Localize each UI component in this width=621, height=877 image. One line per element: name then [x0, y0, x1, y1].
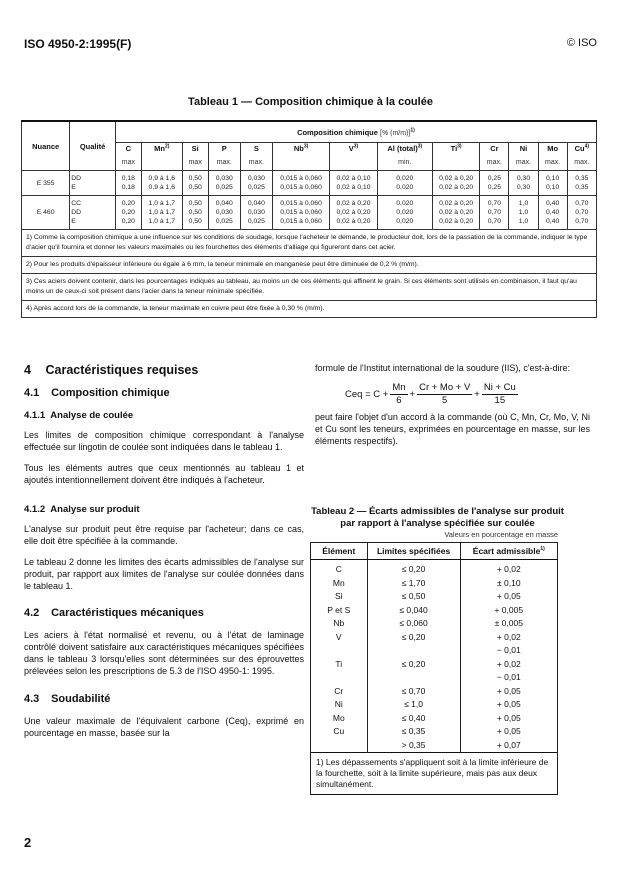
cell-deviation: + 0,02 − 0,01 [460, 658, 557, 685]
cell-deviation: + 0,05 [460, 685, 557, 699]
col-header-v: $V^{3)}$ [330, 143, 377, 155]
col-header-cr: Cr [480, 143, 509, 155]
cell-c: 0,20 0,20 0,20 [115, 196, 141, 230]
cell-element: Ti [311, 658, 368, 685]
col-unit-cr: max. [480, 154, 509, 171]
table-row [311, 725, 558, 753]
document-id: ISO 4950-2:1995(F) [24, 37, 132, 51]
cell-deviation: + 0,005 [460, 604, 557, 618]
cell-si: 0,50 0,50 0,50 [182, 196, 208, 230]
cell-element: Cr [311, 685, 368, 699]
cell-limit: ≤ 1,70 [367, 577, 460, 591]
col-unit-cu: max. [567, 154, 596, 171]
paragraph: Une valeur maximale de l'équivalent carbone (Ceq), exprimé en pourcentage en masse, basée sur la [24, 716, 304, 738]
section-4-3-heading: 4.3 Soudabilité [24, 693, 111, 705]
cell-limit: ≤ 0,35 > 0,35 [367, 725, 460, 753]
cell-limit: ≤ 0,50 [367, 590, 460, 604]
cell-deviation: + 0,05 + 0,07 [460, 725, 557, 753]
col-header-element: Élément [311, 543, 368, 560]
table1-footnote: 1) Comme la composition chimique a une influence sur les conditions de soudage, lorsque l'acheteur le demande, le producteur doit, lors de la passation de la commande, indiquer le type d'acier qu'il fournira et donner les valeurs maximales ou les fourchettes des éléments d'alliage qui figureront dans cet acier. [22, 230, 597, 257]
cell-element: V [311, 631, 368, 658]
cell-p: 0,040 0,030 0,025 [208, 196, 240, 230]
cell-limit: ≤ 0,060 [367, 617, 460, 631]
table-row [311, 698, 558, 712]
paragraph: Le tableau 2 donne les limites des écarts admissibles de l'analyse sur produit, par rapport aux limites de l'analyse sur coulée données dans le tableau 1. [24, 557, 304, 591]
cell-limit: ≤ 0,20 [367, 658, 460, 685]
cell-limit: ≤ 1,0 [367, 698, 460, 712]
cell-s: 0,040 0,030 0,025 [240, 196, 272, 230]
cell-deviation: + 0,05 [460, 698, 557, 712]
cell-qualite: DD E [70, 171, 116, 196]
cell-limit: ≤ 0,40 [367, 712, 460, 726]
cell-mo: 0,10 0,10 [538, 171, 567, 196]
table1-chemical-composition [21, 120, 597, 318]
table2-permissible-deviations [310, 542, 558, 795]
table1-footnote: 3) Ces aciers doivent contenir, dans les pourcentages indiqués au tableau, au moins un de ces éléments qui affinent le grain. Si ces éléments sont utilisés en combinaison, il faut qu'au moins un de ceux-ci soit présent dans l'acier dans la teneur minimale spécifiée. [22, 274, 597, 301]
cell-ti: 0,02 à 0,20 0,02 à 0,20 0,02 à 0,20 [432, 196, 479, 230]
table-row [311, 604, 558, 618]
col-header-c: C [115, 143, 141, 155]
table-row [311, 617, 558, 631]
table1-footnote: 4) Après accord lors de la commande, la teneur maximale en cuivre peut être fixée à 0,30 % (m/m). [22, 301, 597, 318]
cell-c: 0,18 0,18 [115, 171, 141, 196]
cell-cu: 0,35 0,35 [567, 171, 596, 196]
cell-deviation: + 0,02 [460, 560, 557, 577]
section-4-heading: 4 Caractéristiques requises [24, 363, 199, 377]
cell-nb: 0,015 à 0,060 0,015 à 0,060 [272, 171, 329, 196]
col-unit-al: min. [377, 154, 432, 171]
cell-deviation: ± 0,10 [460, 577, 557, 591]
table-row [22, 171, 597, 196]
table-row [311, 685, 558, 699]
table-row [311, 577, 558, 591]
cell-deviation: + 0,05 [460, 590, 557, 604]
cell-nuance: E 460 [22, 196, 70, 230]
col-header-ni: Ni [509, 143, 538, 155]
cell-nb: 0,015 à 0,060 0,015 à 0,060 0,015 à 0,060 [272, 196, 329, 230]
table2-footnote: 1) Les dépassements s'appliquent soit à la limite inférieure de la fourchette, soit à la limite supérieure, mais pas aux deux simultanément. [311, 753, 558, 795]
col-header-p: P [208, 143, 240, 155]
table1-footnote: 2) Pour les produits d'épaisseur inférieure ou égale à 6 mm, la teneur minimale en manganèse peut être diminuée de 0,2 % (m/m). [22, 257, 597, 274]
paragraph: Les aciers à l'état normalisé et revenu, ou à l'état de laminage contrôlé doivent satisfaire aux caractéristiques mécaniques spécifiées dans le tableau 3 lorsqu'elles sont déterminées sur des éprouvettes prélevées selon les prescriptions de 5.3 de l'ISO 4950-1: 1995. [24, 630, 304, 676]
cell-al: 0,020 0,020 [377, 171, 432, 196]
section-4-2-heading: 4.2 Caractéristiques mécaniques [24, 607, 204, 619]
col-header-al: Al (total)$^{3)}$ [377, 143, 432, 155]
col-header-mo: Mo [538, 143, 567, 155]
cell-element: P et S [311, 604, 368, 618]
cell-ni: 0,30 0,30 [509, 171, 538, 196]
table2-title: Tableau 2 — Écarts admissibles de l'analyse sur produit par rapport à l'analyse spécifiée sur coulée [311, 506, 564, 529]
col-header-nb: Nb$^{3)}$ [272, 143, 329, 155]
cell-element: Mo [311, 712, 368, 726]
table1-title: Tableau 1 — Composition chimique à la coulée [188, 96, 433, 108]
section-4-1-1-heading: 4.1.1 Analyse de coulée [24, 410, 134, 421]
cell-element: Nb [311, 617, 368, 631]
cell-element: Ni [311, 698, 368, 712]
col-unit-si: max [182, 154, 208, 171]
group-header: Composition chimique [% (m/m)]$^{1)}$ [115, 121, 596, 143]
table-row [311, 560, 558, 577]
cell-ti: 0,02 à 0,20 0,02 à 0,20 [432, 171, 479, 196]
cell-si: 0,50 0,50 [182, 171, 208, 196]
section-4-1-2-heading: 4.1.2 Analyse sur produit [24, 504, 140, 515]
table-row [311, 658, 558, 685]
table-row [311, 631, 558, 658]
cell-v: 0,02 à 0,10 0,02 à 0,10 [330, 171, 377, 196]
col-header-deviation: Écart admissible$^{1)}$ [460, 543, 557, 560]
cell-deviation: + 0,05 [460, 712, 557, 726]
paragraph: L'analyse sur produit peut être requise par l'acheteur; dans ce cas, elle doit être spécifiée à la commande. [24, 524, 304, 546]
cell-al: 0,020 0,020 0,020 [377, 196, 432, 230]
col-unit-nb [272, 154, 329, 171]
page-number: 2 [24, 835, 32, 850]
cell-element: Cu [311, 725, 368, 753]
copyright-mark: © ISO [566, 37, 597, 49]
cell-s: 0,030 0,025 [240, 171, 272, 196]
cell-nuance: E 355 [22, 171, 70, 196]
cell-qualite: CC DD E [70, 196, 116, 230]
left-column [24, 364, 304, 739]
col-unit-ni: max. [509, 154, 538, 171]
cell-v: 0,02 à 0,20 0,02 à 0,20 0,02 à 0,20 [330, 196, 377, 230]
paragraph: Tous les éléments autres que ceux mentionnés au tableau 1 et ajoutés intentionnellement doivent être indiqués à l'acheteur. [24, 463, 304, 485]
col-header-limits: Limites spécifiées [367, 543, 460, 560]
cell-limit: ≤ 0,20 [367, 560, 460, 577]
right-column [315, 362, 590, 447]
cell-limit: ≤ 0,70 [367, 685, 460, 699]
col-unit-c: max [115, 154, 141, 171]
cell-element: C [311, 560, 368, 577]
col-unit-mn [141, 154, 182, 171]
col-unit-p: max. [208, 154, 240, 171]
cell-deviation: + 0,02 − 0,01 [460, 631, 557, 658]
cell-element: Mn [311, 577, 368, 591]
table2-unit: Valeurs en pourcentage en masse [444, 530, 558, 539]
cell-cr: 0,25 0,25 [480, 171, 509, 196]
col-unit-ti [432, 154, 479, 171]
col-unit-s: max. [240, 154, 272, 171]
cell-mn: 1,0 à 1,7 1,0 à 1,7 1,0 à 1,7 [141, 196, 182, 230]
cell-deviation: ± 0,005 [460, 617, 557, 631]
col-unit-v [330, 154, 377, 171]
section-4-1-heading: 4.1 Composition chimique [24, 387, 170, 399]
cell-limit: ≤ 0,20 [367, 631, 460, 658]
cell-ni: 1,0 1,0 1,0 [509, 196, 538, 230]
col-header-si: Si [182, 143, 208, 155]
cell-limit: ≤ 0,040 [367, 604, 460, 618]
paragraph: Les limites de composition chimique correspondant à l'analyse effectuée sur lingotin de coulée sont indiquées dans le tableau 1. [24, 430, 304, 452]
cell-mo: 0,40 0,40 0,40 [538, 196, 567, 230]
col-unit-mo: max. [538, 154, 567, 171]
cell-mn: 0,9 à 1,6 0,9 à 1,6 [141, 171, 182, 196]
col-header-s: S [240, 143, 272, 155]
paragraph: peut faire l'objet d'un accord à la commande (où C, Mn, Cr, Mo, V, Ni et Cu sont les teneurs, exprimées en pourcentage en masse, sur les éléments respectifs). [315, 412, 590, 446]
col-header-ti: Ti$^{3)}$ [432, 143, 479, 155]
cell-cu: 0,70 0,70 0,70 [567, 196, 596, 230]
cell-cr: 0,70 0,70 0,70 [480, 196, 509, 230]
col-header-qualite: Qualité [70, 121, 116, 171]
col-header-mn: Mn$^{2)}$ [141, 143, 182, 155]
table-row [311, 712, 558, 726]
table-row [22, 196, 597, 230]
cell-p: 0,030 0,025 [208, 171, 240, 196]
paragraph: formule de l'Institut international de la soudure (IIS), c'est-à-dire: [315, 363, 571, 373]
col-header-nuance: Nuance [22, 121, 70, 171]
table-row [311, 590, 558, 604]
cell-element: Si [311, 590, 368, 604]
ceq-formula: Ceq = C + $\frac{Mn}{6}$ + $\frac{Cr + Mo + V}{5}$ + $\frac{Ni + Cu}{15}$ [345, 382, 516, 406]
col-header-cu: Cu$^{4)}$ [567, 143, 596, 155]
